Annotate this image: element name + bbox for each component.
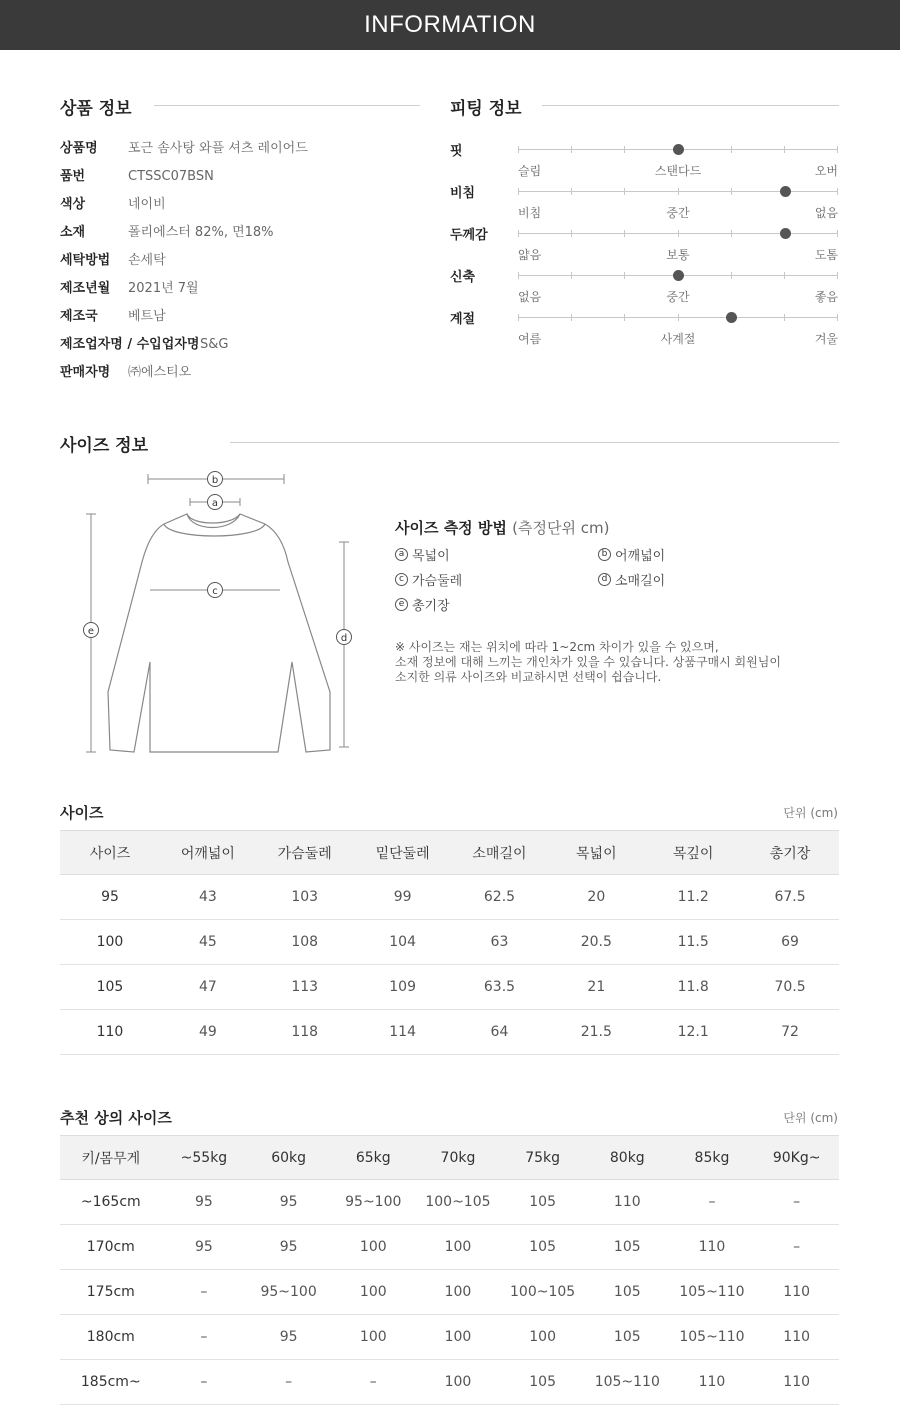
fitting-scale-tick — [784, 146, 785, 153]
size-note-line: 소재 정보에 대해 느끼는 개인차가 있을 수 있습니다. 상품구매시 회원님이 — [395, 655, 781, 669]
row-header-cell: 180cm — [60, 1315, 162, 1360]
row-header-cell: 185cm~ — [60, 1360, 162, 1405]
column-header: 90Kg~ — [754, 1136, 839, 1180]
product-info-row — [60, 251, 166, 271]
fitting-scale-track — [518, 233, 838, 262]
fitting-label: 비침 — [450, 186, 476, 201]
row-header-cell: ~165cm — [60, 1180, 162, 1225]
table-cell: 105 — [585, 1225, 670, 1270]
fitting-label: 계절 — [450, 312, 476, 327]
table-cell: 100 — [331, 1225, 416, 1270]
table-cell: 64 — [452, 1010, 548, 1055]
fitting-right-label: 겨울 — [814, 332, 838, 346]
table-cell: 108 — [256, 920, 354, 965]
fitting-scale-tick — [624, 272, 625, 279]
measure-item-label: 가슴둘레 — [412, 574, 463, 589]
column-header: ~55kg — [162, 1136, 247, 1180]
letter-e-badge: e — [395, 598, 408, 611]
fitting-right-label: 좋음 — [814, 290, 838, 304]
fitting-right-label: 오버 — [814, 164, 838, 178]
table-cell: 105 — [500, 1180, 585, 1225]
product-info-row — [60, 307, 166, 327]
product-info-row — [60, 139, 308, 159]
fitting-row — [450, 146, 840, 188]
fitting-scale-tick — [518, 146, 519, 153]
header-bar — [0, 0, 900, 50]
fitting-scale-tick — [731, 272, 732, 279]
diagram-letter-b: b — [211, 475, 219, 486]
fitting-scale-tick — [837, 146, 838, 153]
table-cell: – — [162, 1315, 247, 1360]
column-header: 80kg — [585, 1136, 670, 1180]
letter-b-badge: b — [598, 548, 611, 561]
table-cell: 63 — [452, 920, 548, 965]
table-cell: 99 — [354, 875, 452, 920]
product-info-divider — [154, 105, 420, 106]
table-cell: 72 — [741, 1010, 839, 1055]
column-header: 목깊이 — [645, 831, 741, 875]
size-table-unit: 단위 (cm) — [783, 806, 838, 820]
column-header: 소매길이 — [452, 831, 548, 875]
product-info-value: 포근 솜사탕 와플 셔츠 레이어드 — [128, 141, 308, 156]
row-header-cell: 175cm — [60, 1270, 162, 1315]
product-info-key: 소재 — [60, 225, 86, 240]
size-note — [395, 640, 815, 685]
table-cell: 95 — [246, 1180, 331, 1225]
header-title: INFORMATION — [364, 11, 536, 38]
table-cell: 63.5 — [452, 965, 548, 1010]
table-cell: 95~100 — [246, 1270, 331, 1315]
fitting-level-dot — [673, 270, 684, 281]
fitting-scale-tick — [571, 146, 572, 153]
measure-method-title — [395, 517, 609, 538]
table-row — [60, 875, 839, 920]
measure-item-b — [598, 545, 665, 564]
product-info-key: 색상 — [60, 197, 86, 212]
fitting-scale-tick — [678, 314, 679, 321]
fitting-scale-tick — [837, 314, 838, 321]
fitting-scale-tick — [837, 188, 838, 195]
table-cell: 100 — [331, 1315, 416, 1360]
rec-table-title: 추천 상의 사이즈 — [60, 1109, 172, 1127]
rec-table — [60, 1135, 839, 1405]
fitting-level-dot — [780, 186, 791, 197]
table-cell: – — [246, 1360, 331, 1405]
table-cell: – — [754, 1180, 839, 1225]
product-info-value: 폴리에스터 82%, 면18% — [128, 225, 274, 240]
fitting-scale-tick — [784, 314, 785, 321]
measure-method-label: 사이즈 측정 방법 — [395, 519, 507, 537]
fitting-scale-tick — [624, 146, 625, 153]
table-row — [60, 1315, 839, 1360]
table-cell: 105 — [585, 1270, 670, 1315]
table-cell: 67.5 — [741, 875, 839, 920]
row-header-cell: 95 — [60, 875, 160, 920]
diagram-letter-a: a — [211, 498, 219, 509]
table-cell: – — [331, 1360, 416, 1405]
size-note-line: 소지한 의류 사이즈와 비교하시면 선택이 쉽습니다. — [395, 670, 662, 684]
product-info-row — [60, 223, 274, 243]
fitting-scale-tick — [518, 188, 519, 195]
table-cell: 105~110 — [585, 1360, 670, 1405]
fitting-left-label: 얇음 — [518, 248, 542, 262]
product-info-value: 손세탁 — [128, 253, 166, 268]
table-cell: 100 — [416, 1225, 501, 1270]
table-cell: 100 — [416, 1270, 501, 1315]
fitting-scale-tick — [571, 272, 572, 279]
size-info-title: 사이즈 정보 — [60, 436, 149, 456]
table-cell: – — [754, 1225, 839, 1270]
fitting-scale-tick — [678, 188, 679, 195]
rec-table-header-row — [60, 1136, 839, 1180]
table-cell: 110 — [754, 1360, 839, 1405]
fitting-left-label: 비침 — [518, 206, 542, 220]
product-info-key: 판매자명 — [60, 365, 111, 380]
product-info-value: ㈜에스티오 — [128, 365, 192, 380]
column-header: 사이즈 — [60, 831, 160, 875]
table-cell: 105 — [500, 1360, 585, 1405]
table-cell: 49 — [160, 1010, 256, 1055]
fitting-mid-label: 스탠다드 — [654, 164, 702, 178]
fitting-scale-tick — [624, 230, 625, 237]
fitting-level-dot — [726, 312, 737, 323]
table-row — [60, 920, 839, 965]
table-cell: 47 — [160, 965, 256, 1010]
fitting-left-label: 슬림 — [518, 164, 542, 178]
fitting-left-label: 여름 — [518, 332, 542, 346]
table-cell: 105~110 — [670, 1270, 755, 1315]
table-cell: 95 — [162, 1180, 247, 1225]
fitting-info-divider — [542, 105, 839, 106]
table-cell: 103 — [256, 875, 354, 920]
table-cell: 45 — [160, 920, 256, 965]
measure-item-a — [395, 545, 450, 564]
table-cell: 105~110 — [670, 1315, 755, 1360]
size-table-header-row — [60, 831, 839, 875]
row-header-cell: 170cm — [60, 1225, 162, 1270]
fitting-scale-tick — [571, 230, 572, 237]
table-cell: 11.2 — [645, 875, 741, 920]
size-note-line: ※ 사이즈는 재는 위치에 따라 1~2cm 차이가 있을 수 있으며, — [395, 640, 719, 654]
product-info-row — [60, 167, 214, 187]
fitting-scale-track — [518, 149, 838, 178]
table-row — [60, 1225, 839, 1270]
size-info-divider — [230, 442, 839, 443]
table-cell: – — [162, 1270, 247, 1315]
table-cell: 21.5 — [547, 1010, 645, 1055]
table-cell: 43 — [160, 875, 256, 920]
table-row — [60, 1010, 839, 1055]
shirt-diagram — [60, 462, 360, 762]
product-info-value: 2021년 7월 — [128, 281, 199, 296]
product-info-title: 상품 정보 — [60, 99, 132, 119]
column-header: 총기장 — [741, 831, 839, 875]
column-header: 가슴둘레 — [256, 831, 354, 875]
fitting-scale-tick — [731, 188, 732, 195]
column-header: 65kg — [331, 1136, 416, 1180]
table-cell: – — [162, 1360, 247, 1405]
fitting-mid-label: 중간 — [666, 290, 690, 304]
measure-item-label: 총기장 — [412, 599, 450, 614]
product-info-value: 베트남 — [128, 309, 166, 324]
fitting-scale-track — [518, 275, 838, 304]
table-cell: 95~100 — [331, 1180, 416, 1225]
table-cell: 95 — [246, 1315, 331, 1360]
fitting-row — [450, 314, 840, 356]
table-cell: 100 — [331, 1270, 416, 1315]
fitting-label: 두께감 — [450, 228, 488, 243]
diagram-letter-e: e — [87, 626, 95, 637]
fitting-scale-track — [518, 191, 838, 220]
product-info-row — [60, 279, 199, 299]
table-row — [60, 1360, 839, 1405]
column-header: 75kg — [500, 1136, 585, 1180]
fitting-right-label: 없음 — [814, 206, 838, 220]
fitting-scale-tick — [518, 272, 519, 279]
product-info-key: 제조국 — [60, 309, 98, 324]
table-cell: 104 — [354, 920, 452, 965]
fitting-mid-label: 중간 — [666, 206, 690, 220]
table-cell: 100 — [500, 1315, 585, 1360]
column-header: 목넓이 — [547, 831, 645, 875]
table-cell: 110 — [670, 1360, 755, 1405]
table-row — [60, 965, 839, 1010]
fitting-info-title: 피팅 정보 — [450, 99, 522, 119]
product-info-value: CTSSC07BSN — [128, 169, 214, 184]
table-cell: 21 — [547, 965, 645, 1010]
fitting-level-dot — [780, 228, 791, 239]
table-cell: 62.5 — [452, 875, 548, 920]
product-info-row — [60, 363, 191, 383]
fitting-label: 신축 — [450, 270, 476, 285]
product-info-key: 상품명 — [60, 141, 98, 156]
fitting-label: 핏 — [450, 144, 463, 159]
table-cell: 118 — [256, 1010, 354, 1055]
table-cell: 12.1 — [645, 1010, 741, 1055]
product-info-key: 제조년월 — [60, 281, 111, 296]
table-cell: 11.8 — [645, 965, 741, 1010]
fitting-right-label: 도톰 — [814, 248, 838, 262]
fitting-scale-tick — [731, 230, 732, 237]
measure-item-c — [395, 570, 462, 589]
letter-c-badge: c — [395, 573, 408, 586]
product-info-row — [60, 195, 166, 215]
fitting-scale-tick — [678, 230, 679, 237]
table-cell: 100~105 — [416, 1180, 501, 1225]
table-row — [60, 1270, 839, 1315]
table-cell: 110 — [754, 1270, 839, 1315]
table-cell: 110 — [754, 1315, 839, 1360]
diagram-letter-c: c — [212, 586, 218, 597]
column-header: 밑단둘레 — [354, 831, 452, 875]
product-info-key: 세탁방법 — [60, 253, 111, 268]
table-cell: 105 — [500, 1225, 585, 1270]
measure-method-unit: (측정단위 cm) — [512, 519, 610, 537]
table-cell: 20 — [547, 875, 645, 920]
column-header: 85kg — [670, 1136, 755, 1180]
measure-item-label: 목넓이 — [412, 549, 450, 564]
table-cell: 95 — [246, 1225, 331, 1270]
table-cell: 100 — [416, 1360, 501, 1405]
table-cell: 20.5 — [547, 920, 645, 965]
table-cell: 69 — [741, 920, 839, 965]
fitting-mid-label: 사계절 — [660, 332, 696, 346]
column-header: 키/몸무게 — [60, 1136, 162, 1180]
fitting-scale-tick — [624, 314, 625, 321]
measure-item-e — [395, 595, 450, 614]
product-info-row — [60, 335, 228, 355]
table-cell: 110 — [670, 1225, 755, 1270]
product-info-value: 네이비 — [128, 197, 166, 212]
table-cell: 70.5 — [741, 965, 839, 1010]
size-table-title: 사이즈 — [60, 804, 104, 822]
fitting-scale-tick — [518, 314, 519, 321]
column-header: 70kg — [416, 1136, 501, 1180]
table-cell: 110 — [585, 1180, 670, 1225]
column-header: 어깨넓이 — [160, 831, 256, 875]
fitting-scale-tick — [624, 188, 625, 195]
product-info-key: 제조업자명 / 수입업자명 — [60, 337, 200, 352]
row-header-cell: 110 — [60, 1010, 160, 1055]
fitting-row — [450, 188, 840, 230]
table-cell: 113 — [256, 965, 354, 1010]
fitting-scale-tick — [571, 188, 572, 195]
table-cell: 100 — [416, 1315, 501, 1360]
fitting-scale-tick — [837, 272, 838, 279]
measure-item-label: 소매길이 — [615, 574, 666, 589]
table-cell: 105 — [585, 1315, 670, 1360]
table-cell: 114 — [354, 1010, 452, 1055]
product-info-value: S&G — [200, 337, 229, 352]
fitting-scale-tick — [571, 314, 572, 321]
fitting-row — [450, 272, 840, 314]
fitting-scale-tick — [784, 272, 785, 279]
fitting-mid-label: 보통 — [666, 248, 690, 262]
column-header: 60kg — [246, 1136, 331, 1180]
fitting-scale-tick — [837, 230, 838, 237]
table-cell: 11.5 — [645, 920, 741, 965]
product-info-key: 품번 — [60, 169, 86, 184]
fitting-left-label: 없음 — [518, 290, 542, 304]
table-row — [60, 1180, 839, 1225]
rec-table-unit: 단위 (cm) — [783, 1111, 838, 1125]
fitting-scale-track — [518, 317, 838, 346]
measure-item-label: 어깨넓이 — [615, 549, 666, 564]
table-cell: 100~105 — [500, 1270, 585, 1315]
row-header-cell: 100 — [60, 920, 160, 965]
fitting-row — [450, 230, 840, 272]
fitting-scale-tick — [731, 146, 732, 153]
letter-d-badge: d — [598, 573, 611, 586]
letter-a-badge: a — [395, 548, 408, 561]
table-cell: – — [670, 1180, 755, 1225]
table-cell: 109 — [354, 965, 452, 1010]
table-cell: 95 — [162, 1225, 247, 1270]
row-header-cell: 105 — [60, 965, 160, 1010]
size-table — [60, 830, 839, 1055]
diagram-letter-d: d — [340, 633, 348, 644]
measure-item-d — [598, 570, 665, 589]
fitting-level-dot — [673, 144, 684, 155]
fitting-scale-tick — [518, 230, 519, 237]
